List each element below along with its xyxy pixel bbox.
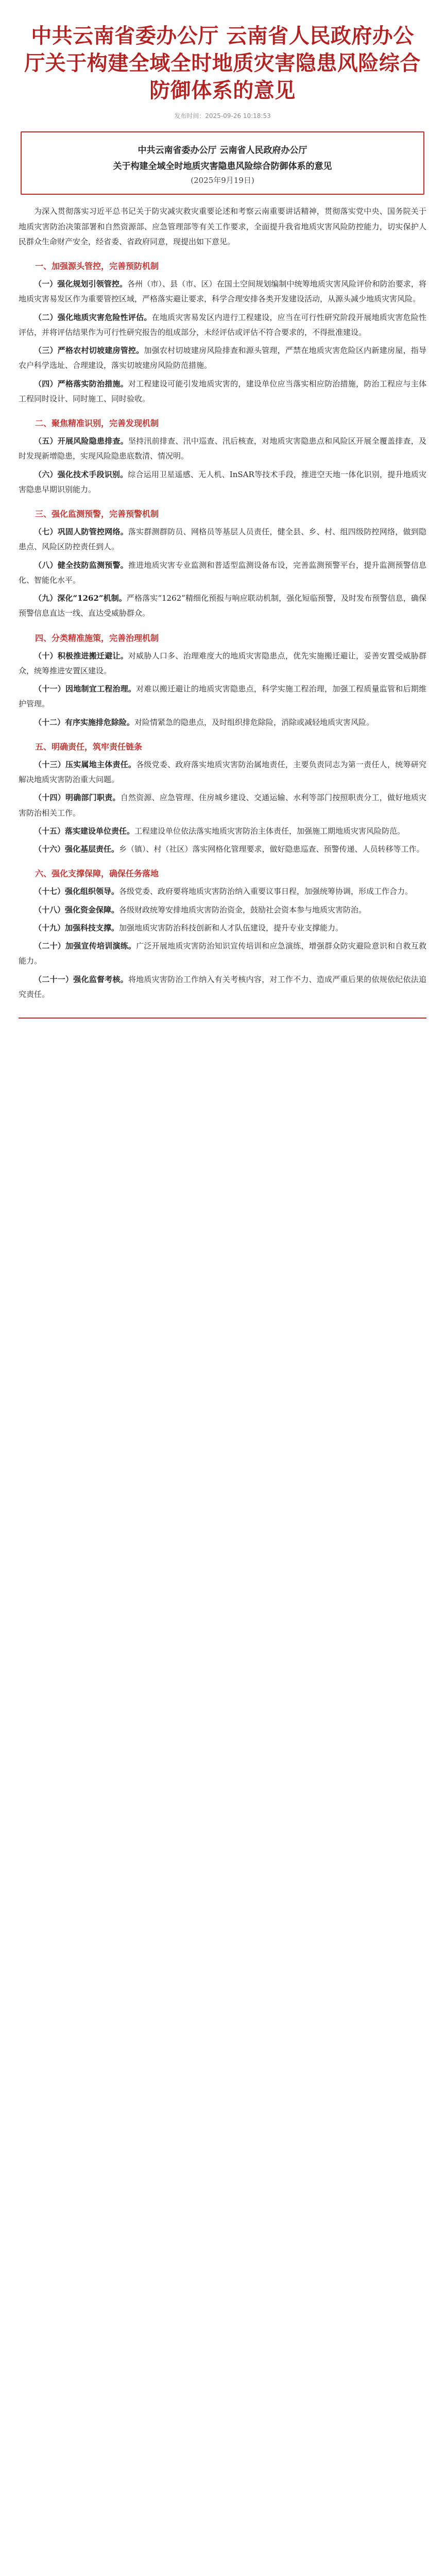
item-paragraph (19, 524, 426, 555)
item-body: 各级财政统筹安排地质灾害防治资金，鼓励社会资本参与地质灾害防治。 (119, 905, 367, 914)
item-body: 综合运用卫星遥感、无人机、InSAR等技术手段，推进空天地一体化识别，提升地质灾害隐患早期识别能力。 (19, 469, 426, 494)
sections-container (19, 260, 426, 1002)
section-title: 三、强化监测预警，完善预警机制 (35, 509, 159, 519)
section (19, 632, 426, 730)
item-lead: （五）开展风险隐患排查。 (34, 436, 128, 446)
section (19, 740, 426, 857)
section (19, 507, 426, 621)
item-body: 自然资源、应急管理、住房城乡建设、交通运输、水利等部门按照职责分工，做好地质灾害防治相关工作。 (19, 793, 426, 818)
item-lead: （十九）加强科技支撑。 (34, 923, 119, 933)
item-body: 在地质灾害易发区内进行工程建设，应当在可行性研究阶段开展地质灾害危险性评估，并将评估结果作为可行性研究报告的组成部分，未经评估或评估不符合要求的，不得批准建设。 (19, 312, 426, 337)
item-paragraph (19, 903, 426, 918)
section-title: 四、分类精准施策，完善治理机制 (35, 633, 159, 643)
item-lead: （一）强化规划引领管控。 (34, 279, 128, 289)
item-lead: （十一）因地制宜工程治理。 (34, 684, 136, 694)
section-title: 一、加强源头管控，完善预防机制 (35, 261, 159, 272)
item-lead: （十三）压实属地主体责任。 (34, 759, 136, 769)
item-paragraph (19, 310, 426, 341)
item-lead: （八）健全技防监测预警。 (34, 560, 128, 570)
item-paragraph (19, 682, 426, 712)
item-body: 各级党委、政府要将地质灾害防治纳入重要议事日程，加强统筹协调，形成工作合力。 (119, 887, 413, 896)
item-paragraph (19, 277, 426, 307)
item-paragraph (19, 434, 426, 464)
section (19, 867, 426, 1002)
section (19, 417, 426, 497)
item-paragraph (19, 591, 426, 621)
item-lead: （十四）明确部门职责。 (34, 793, 121, 803)
item-paragraph (19, 649, 426, 679)
item-lead: （二）强化地质灾害危险性评估。 (34, 312, 152, 322)
item-lead: （三）严格农村切坡建房管控。 (34, 346, 144, 355)
item-lead: （十五）落实建设单位责任。 (34, 826, 135, 836)
item-paragraph (19, 467, 426, 498)
item-body: 各级党委、政府落实地质灾害防治属地责任，主要负责同志为第一责任人，统筹研究解决地质灾害防治重大问题。 (19, 759, 426, 785)
item-paragraph (19, 921, 426, 936)
item-lead: （十七）强化组织领导。 (34, 887, 119, 896)
item-body: 加强地质灾害防治科技创新和人才队伍建设，提升专业支撑能力。 (119, 923, 344, 933)
issuer-line: 中共云南省委办公厅 云南省人民政府办公厅 (138, 145, 307, 156)
subtitle-line: 关于构建全域全时地质灾害隐患风险综合防御体系的意见 (113, 161, 332, 172)
item-lead: （七）巩固人防管控网络。 (34, 527, 128, 537)
item-lead: （十）积极推进搬迁避让。 (34, 651, 128, 660)
item-lead: （二十）加强宣传培训演练。 (34, 941, 136, 951)
item-body: 对险情紧急的隐患点，及时组织排危除险，消除或减轻地质灾害风险。 (134, 717, 374, 727)
intro-paragraph: 为深入贯彻落实习近平总书记关于防灾减灾救灾重要论述和考察云南重要讲话精神，贯彻落实党中央、国务院关于地质灾害防治决策部署和自然资源部、应急管理部等有关工作要求，全面提升我省地质灾害风险防控能力，切实保护人民群众生命财产安全，经省委、省政府同意，现提出如下意见。 (19, 207, 426, 246)
section (19, 260, 426, 406)
section-title: 六、强化支撑保障，确保任务落地 (35, 869, 159, 879)
item-body: 对工程建设可能引发地质灾害的，建设单位应当落实相应防治措施，防治工程应与主体工程同时设计、同时施工、同时验收。 (19, 379, 426, 403)
item-body: 广泛开展地质灾害防治知识宣传培训和应急演练，增强群众防灾避险意识和自救互救能力。 (19, 941, 426, 966)
item-paragraph (19, 558, 426, 588)
date-line: (2025年9月19日) (191, 176, 254, 185)
item-lead: （十二）有序实施排危除险。 (34, 717, 135, 727)
item-paragraph (19, 824, 426, 839)
item-paragraph (19, 972, 426, 1003)
item-paragraph (19, 377, 426, 407)
publish-meta: 发布时间：2025-09-26 10:18:53 (174, 112, 271, 120)
item-lead: （四）严格落实防治措施。 (34, 379, 128, 388)
item-body: 工程建设单位依法落实地质灾害防治主体责任，加强施工期地质灾害风险防范。 (134, 826, 405, 836)
item-lead: （六）强化技术手段识别。 (34, 469, 128, 479)
section-title: 五、明确责任，筑牢责任链条 (35, 741, 143, 752)
item-lead: （二十一）强化监督考核。 (34, 974, 128, 984)
item-body: 对威胁人口多、治理难度大的地质灾害隐患点，优先实施搬迁避让，妥善安置受威胁群众，统筹推进安置区建设。 (19, 651, 426, 675)
item-paragraph (19, 939, 426, 969)
item-body: 落实群测群防员、网格员等基层人员责任，健全县、乡、村、组四级防控网络，做到隐患点、风险区防控责任到人。 (19, 527, 426, 552)
item-body: 将地质灾害防治工作纳入有关考核内容，对工作不力、造成严重后果的依规依纪依法追究责任。 (19, 974, 426, 999)
header-box (21, 131, 424, 195)
item-body: 坚持汛前排查、汛中巡查、汛后核查，对地质灾害隐患点和风险区开展全覆盖排查，及时发现新增隐患，实现风险隐患底数清、情况明。 (19, 436, 426, 461)
section-title: 二、聚焦精准识别，完善发现机制 (35, 418, 159, 429)
item-body: 推进地质灾害专业监测和普适型监测设备布设，完善监测预警平台，提升监测预警信息化、智能化水平。 (19, 560, 426, 585)
item-paragraph (19, 715, 426, 730)
item-paragraph (19, 884, 426, 899)
item-body: 加强农村切坡建房风险排查和源头管理，严禁在地质灾害危险区内新建房屋，指导农户科学选址、合理建设，落实切坡建房风险防范措施。 (19, 346, 426, 370)
item-paragraph (19, 343, 426, 374)
item-paragraph (19, 790, 426, 821)
item-body: 严格落实“1262”精细化预报与响应联动机制，强化短临预警，及时发布预警信息，确保预警信息直达一线、直达受威胁群众。 (19, 594, 426, 618)
item-lead: （十八）强化资金保障。 (34, 905, 119, 914)
item-body: 乡（镇）、村（社区）落实网格化管理要求，做好隐患巡查、预警传递、人员转移等工作。 (119, 844, 424, 854)
item-paragraph (19, 757, 426, 788)
bottom-rule (19, 1018, 426, 1019)
item-body: 各州（市）、县（市、区）在国土空间规划编制中统筹地质灾害风险评价和防治要求，将地质灾害易发区作为重要管控区域，严格落实避让要求，科学合理安排各类开发建设活动，从源头减少地质灾害风险。 (19, 279, 426, 304)
item-paragraph (19, 842, 426, 857)
item-lead: （九）深化“1262”机制。 (34, 594, 127, 603)
document-title: 中共云南省委办公厅 云南省人民政府办公厅关于构建全域全时地质灾害隐患风险综合防御体系的意见 (24, 24, 421, 103)
item-body: 对难以搬迁避让的地质灾害隐患点，科学实施工程治理，加强工程质量监管和后期维护管理。 (19, 684, 426, 709)
item-lead: （十六）强化基层责任。 (34, 844, 119, 854)
